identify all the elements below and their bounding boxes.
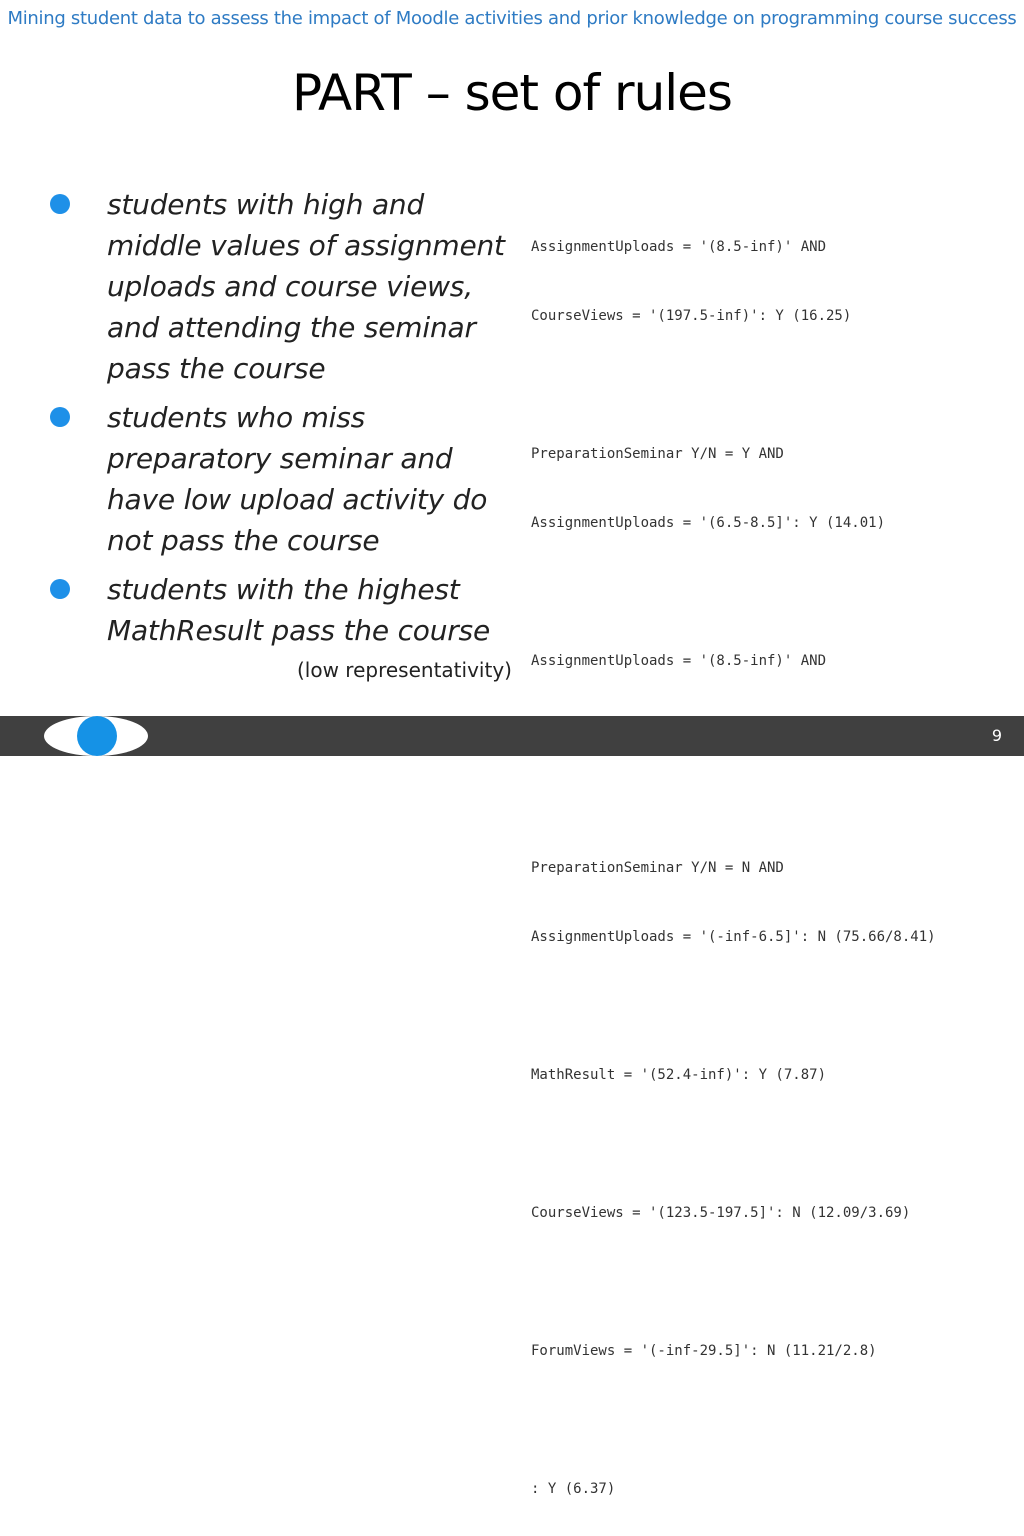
rule-line: AssignmentUploads = '(8.5-inf)' AND — [531, 653, 827, 669]
footer-bar — [0, 716, 1024, 756]
rules-output-panel — [531, 190, 1011, 1536]
bullet-item — [46, 569, 516, 651]
rule-block — [531, 190, 1011, 374]
rule-line: PreparationSeminar Y/N = Y AND — [531, 446, 784, 462]
rule-line: AssignmentUploads = '(6.5-8.5]': Y (14.01) — [531, 515, 886, 531]
rule-line: CourseViews = '(197.5-inf)': Y (16.25) — [531, 308, 852, 324]
rule-line: CourseViews = '(123.5-197.5]': N (12.09/3.69) — [531, 1205, 911, 1221]
rule-line: AssignmentUploads = '(8.5-inf)' AND — [531, 239, 827, 255]
rule-block — [531, 397, 1011, 581]
bullet-item — [46, 397, 516, 561]
rule-line: PreparationSeminar Y/N = N AND — [531, 860, 784, 876]
rule-block — [531, 604, 1011, 788]
rule-line: MathResult = '(52.4-inf)': Y (7.87) — [531, 1067, 827, 1083]
page-number: 9 — [991, 726, 1002, 745]
rule-block — [531, 1156, 1011, 1271]
bullet-item — [46, 184, 516, 389]
rule-block — [531, 1294, 1011, 1409]
bullet-text: students with high and middle values of assignment uploads and course views, and attending the seminar pass the course — [107, 188, 505, 385]
slide-title: PART – set of rules — [292, 64, 732, 122]
representativity-note: (low representativity) — [297, 658, 512, 682]
bullet-dot-icon — [50, 579, 70, 599]
bullet-text: students who miss preparatory seminar and have low upload activity do not pass the course — [107, 401, 488, 557]
rule-line: AssignmentUploads = '(-inf-6.5]': N (75.66/8.41) — [531, 929, 936, 945]
rule-block — [531, 1018, 1011, 1133]
rule-block — [531, 1432, 1011, 1536]
footer-dot-icon — [77, 716, 117, 756]
slide-header-subtitle: Mining student data to assess the impact of Moodle activities and prior knowledge on programming course success — [7, 8, 1017, 29]
bullet-dot-icon — [50, 407, 70, 427]
bullet-dot-icon — [50, 194, 70, 214]
bullet-list — [46, 184, 516, 659]
rule-line: ForumViews = '(-inf-29.5]': N (11.21/2.8) — [531, 1343, 877, 1359]
rule-block — [531, 811, 1011, 995]
rule-line: : Y (6.37) — [531, 1481, 616, 1497]
bullet-text: students with the highest MathResult pass the course — [107, 573, 490, 647]
